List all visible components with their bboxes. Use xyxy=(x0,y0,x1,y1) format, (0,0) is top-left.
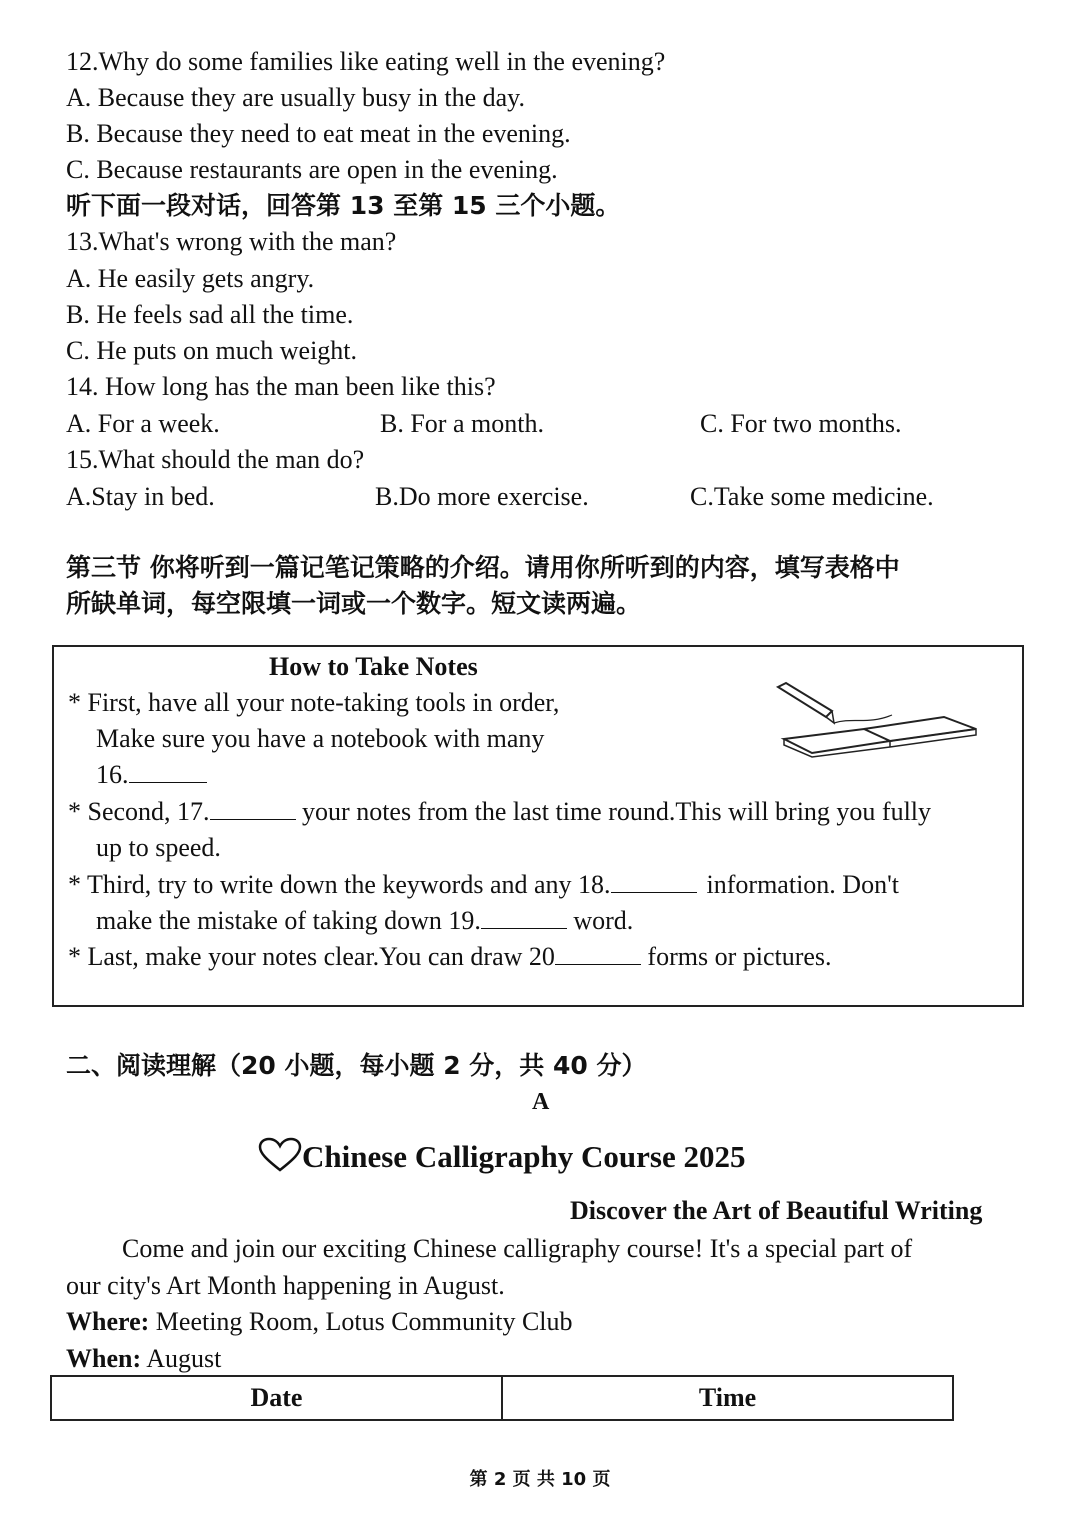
table-header-date: Date xyxy=(51,1376,502,1420)
notes-point2-post: your notes from the last time round.This will bring you fully xyxy=(295,797,932,826)
reading-section-header: 二、阅读理解（20 小题，每小题 2 分，共 40 分） xyxy=(66,1051,647,1080)
course-title-row xyxy=(258,1136,746,1178)
where-value: Meeting Room, Lotus Community Club xyxy=(149,1307,573,1336)
q12-question: 12.Why do some families like eating well in the evening? xyxy=(66,47,666,76)
reading-part-label: A xyxy=(532,1089,550,1115)
notes-point3-l2-post: word. xyxy=(566,906,634,935)
q15-option-b: B.Do more exercise. xyxy=(375,482,589,511)
course-intro-line2: our city's Art Month happening in August. xyxy=(66,1271,505,1300)
when-label: When: xyxy=(66,1344,142,1373)
course-title: Chinese Calligraphy Course 2025 xyxy=(302,1139,746,1174)
course-subtitle: Discover the Art of Beautiful Writing xyxy=(570,1196,983,1225)
blank-17-line[interactable] xyxy=(210,797,296,820)
notebook-pen-icon xyxy=(772,681,982,761)
q14-option-a: A. For a week. xyxy=(66,409,220,438)
blank-18-line[interactable] xyxy=(611,870,697,893)
q14-question: 14. How long has the man been like this? xyxy=(66,372,496,401)
notes-point3-line2 xyxy=(96,903,633,939)
notes-point3-l2-pre: make the mistake of taking down 19. xyxy=(96,906,481,935)
blank-16-line[interactable] xyxy=(129,760,207,783)
q15-option-c: C.Take some medicine. xyxy=(690,482,934,511)
table-header-time: Time xyxy=(502,1376,953,1420)
instruction-13-15: 听下面一段对话，回答第 13 至第 15 三个小题。 xyxy=(66,191,621,220)
notes-point2-pre: * Second, 17. xyxy=(68,797,210,826)
notes-point2-line2: up to speed. xyxy=(96,833,221,862)
when-value: August xyxy=(141,1344,222,1373)
q15-option-a: A.Stay in bed. xyxy=(66,482,215,511)
heart-icon xyxy=(258,1137,302,1173)
q12-option-c: C. Because restaurants are open in the evening. xyxy=(66,155,558,184)
page-footer: 第 2 页 共 10 页 xyxy=(469,1469,611,1490)
notes-point3-line1 xyxy=(68,867,899,903)
course-intro-line1: Come and join our exciting Chinese calligraphy course! It's a special part of xyxy=(122,1234,913,1263)
notes-point3-post: information. Don't xyxy=(706,870,899,899)
blank-19-line[interactable] xyxy=(481,906,567,929)
notes-box xyxy=(52,645,1024,1007)
notes-point4-post: forms or pictures. xyxy=(640,942,832,971)
notes-point1-line2: Make sure you have a notebook with many xyxy=(96,724,545,753)
notes-point2-line1 xyxy=(68,794,931,830)
blank-20-line[interactable] xyxy=(555,942,641,965)
q13-question: 13.What's wrong with the man? xyxy=(66,227,397,256)
where-label: Where: xyxy=(66,1307,150,1336)
q12-option-b: B. Because they need to eat meat in the evening. xyxy=(66,119,571,148)
q14-option-c: C. For two months. xyxy=(700,409,902,438)
course-when xyxy=(66,1341,221,1377)
q15-question: 15.What should the man do? xyxy=(66,445,365,474)
q13-option-b: B. He feels sad all the time. xyxy=(66,300,354,329)
notes-blank-16 xyxy=(96,757,207,793)
blank-16-number: 16. xyxy=(96,760,129,789)
q12-option-a: A. Because they are usually busy in the day. xyxy=(66,83,525,112)
schedule-table xyxy=(50,1375,954,1421)
section3-instruction-line1: 第三节 你将听到一篇记笔记策略的介绍。请用你所听到的内容，填写表格中 xyxy=(66,553,900,582)
q14-option-b: B. For a month. xyxy=(380,409,544,438)
notes-point1-line1: * First, have all your note-taking tools in order, xyxy=(68,688,560,717)
q13-option-c: C. He puts on much weight. xyxy=(66,336,358,365)
q13-option-a: A. He easily gets angry. xyxy=(66,264,315,293)
notes-point3-pre: * Third, try to write down the keywords and any 18. xyxy=(68,870,611,899)
notes-point4-line1 xyxy=(68,939,832,975)
notes-title: How to Take Notes xyxy=(269,652,478,681)
section3-instruction-line2: 所缺单词，每空限填一词或一个数字。短文读两遍。 xyxy=(66,589,642,618)
notes-point4-pre: * Last, make your notes clear.You can draw 20 xyxy=(68,942,555,971)
table-header-row xyxy=(51,1376,953,1420)
course-where xyxy=(66,1304,573,1340)
